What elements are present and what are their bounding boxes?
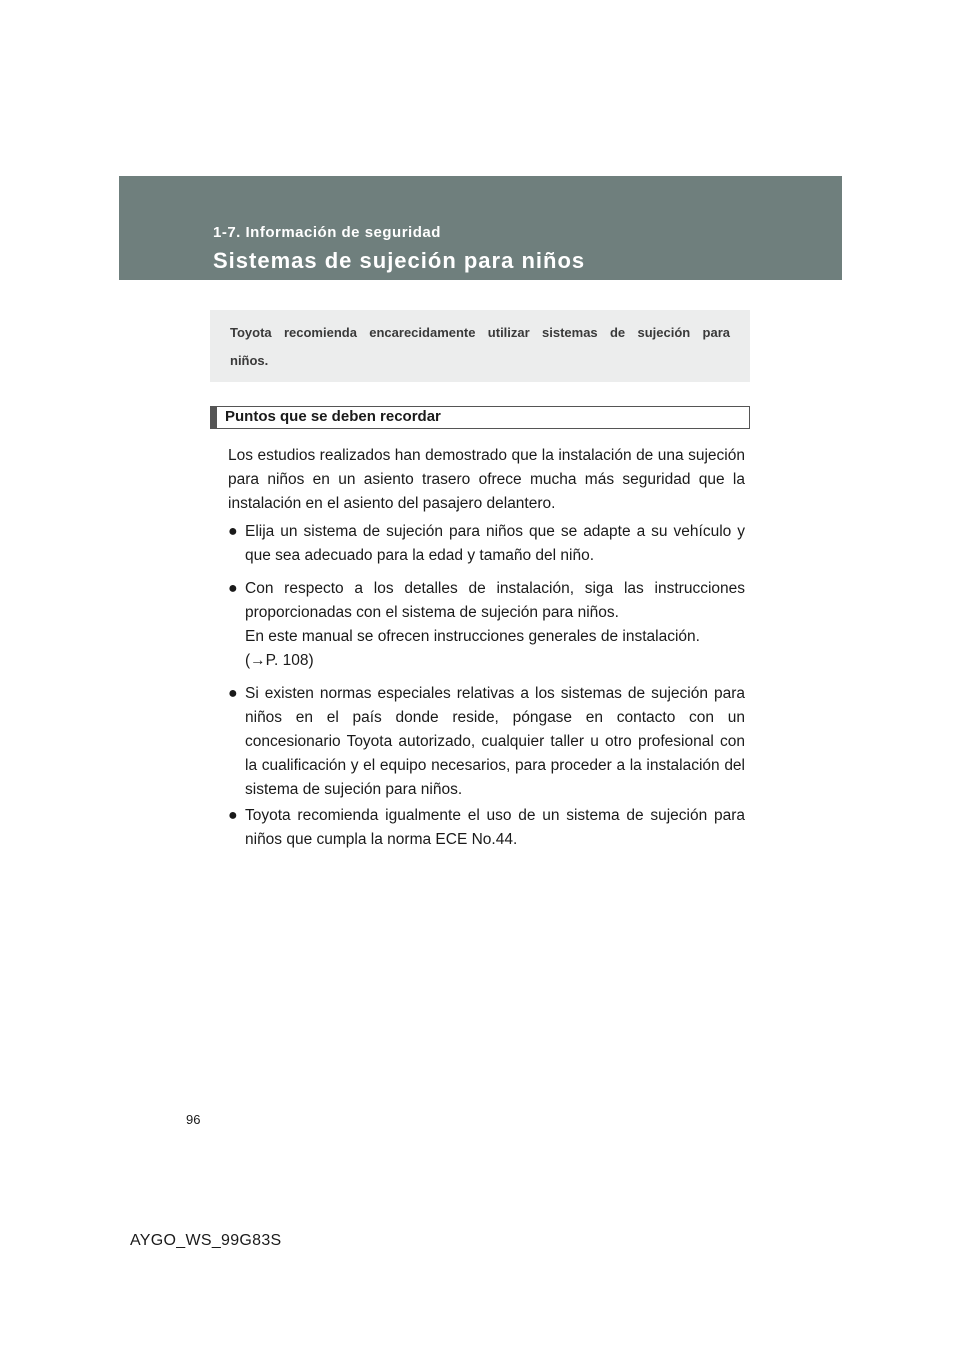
bullet-icon: ● (228, 685, 238, 702)
bullet-icon: ● (228, 807, 238, 824)
bullet-item (228, 804, 745, 852)
bullet-text: Toyota recomienda igualmente el uso de un sistema de sujeción para niños que cumpla la norma ECE No.44. (245, 807, 745, 848)
header-band (119, 176, 842, 280)
intro-text: Toyota recomienda encarecidamente utilizar sistemas de sujeción para niños. (230, 325, 730, 368)
bullet-icon: ● (228, 523, 238, 540)
bullet-text: Si existen normas especiales relativas a los sistemas de sujeción para niños en el país donde reside, póngase en contacto con un concesionario Toyota autorizado, cualquier taller u otro profesional con la cualificación y el equipo necesarios, para proceder a la instalación del sistema de sujeción para niños. (245, 685, 745, 798)
page-title: Sistemas de sujeción para niños (213, 248, 586, 273)
bullet-text: Con respecto a los detalles de instalación, siga las instrucciones proporcionadas con el sistema de sujeción para niños. (245, 580, 745, 621)
bullet-text: Elija un sistema de sujeción para niños que se adapte a su vehículo y que sea adecuado para la edad y tamaño del niño. (245, 523, 745, 564)
subheading-box (210, 406, 750, 429)
body-paragraph: Los estudios realizados han demostrado que la instalación de una sujeción para niños en un asiento trasero ofrece mucha más seguridad que la instalación en el asiento del pasajero delantero. (228, 447, 745, 512)
page-reference-link[interactable]: (→P. 108) (245, 652, 314, 669)
bullet-item (228, 682, 745, 802)
subheading-text: Puntos que se deben recordar (225, 408, 441, 425)
bullet-item (228, 577, 745, 673)
section-label: 1-7. Información de seguridad (213, 224, 441, 241)
bullet-extra-text: En este manual se ofrecen instrucciones generales de instalación. (245, 628, 700, 645)
document-code: AYGO_WS_99G83S (130, 1232, 282, 1249)
subheading-bar (211, 407, 217, 428)
bullet-item (228, 520, 745, 568)
intro-box (210, 310, 750, 382)
page-number: 96 (186, 1112, 201, 1127)
bullet-icon: ● (228, 580, 238, 597)
